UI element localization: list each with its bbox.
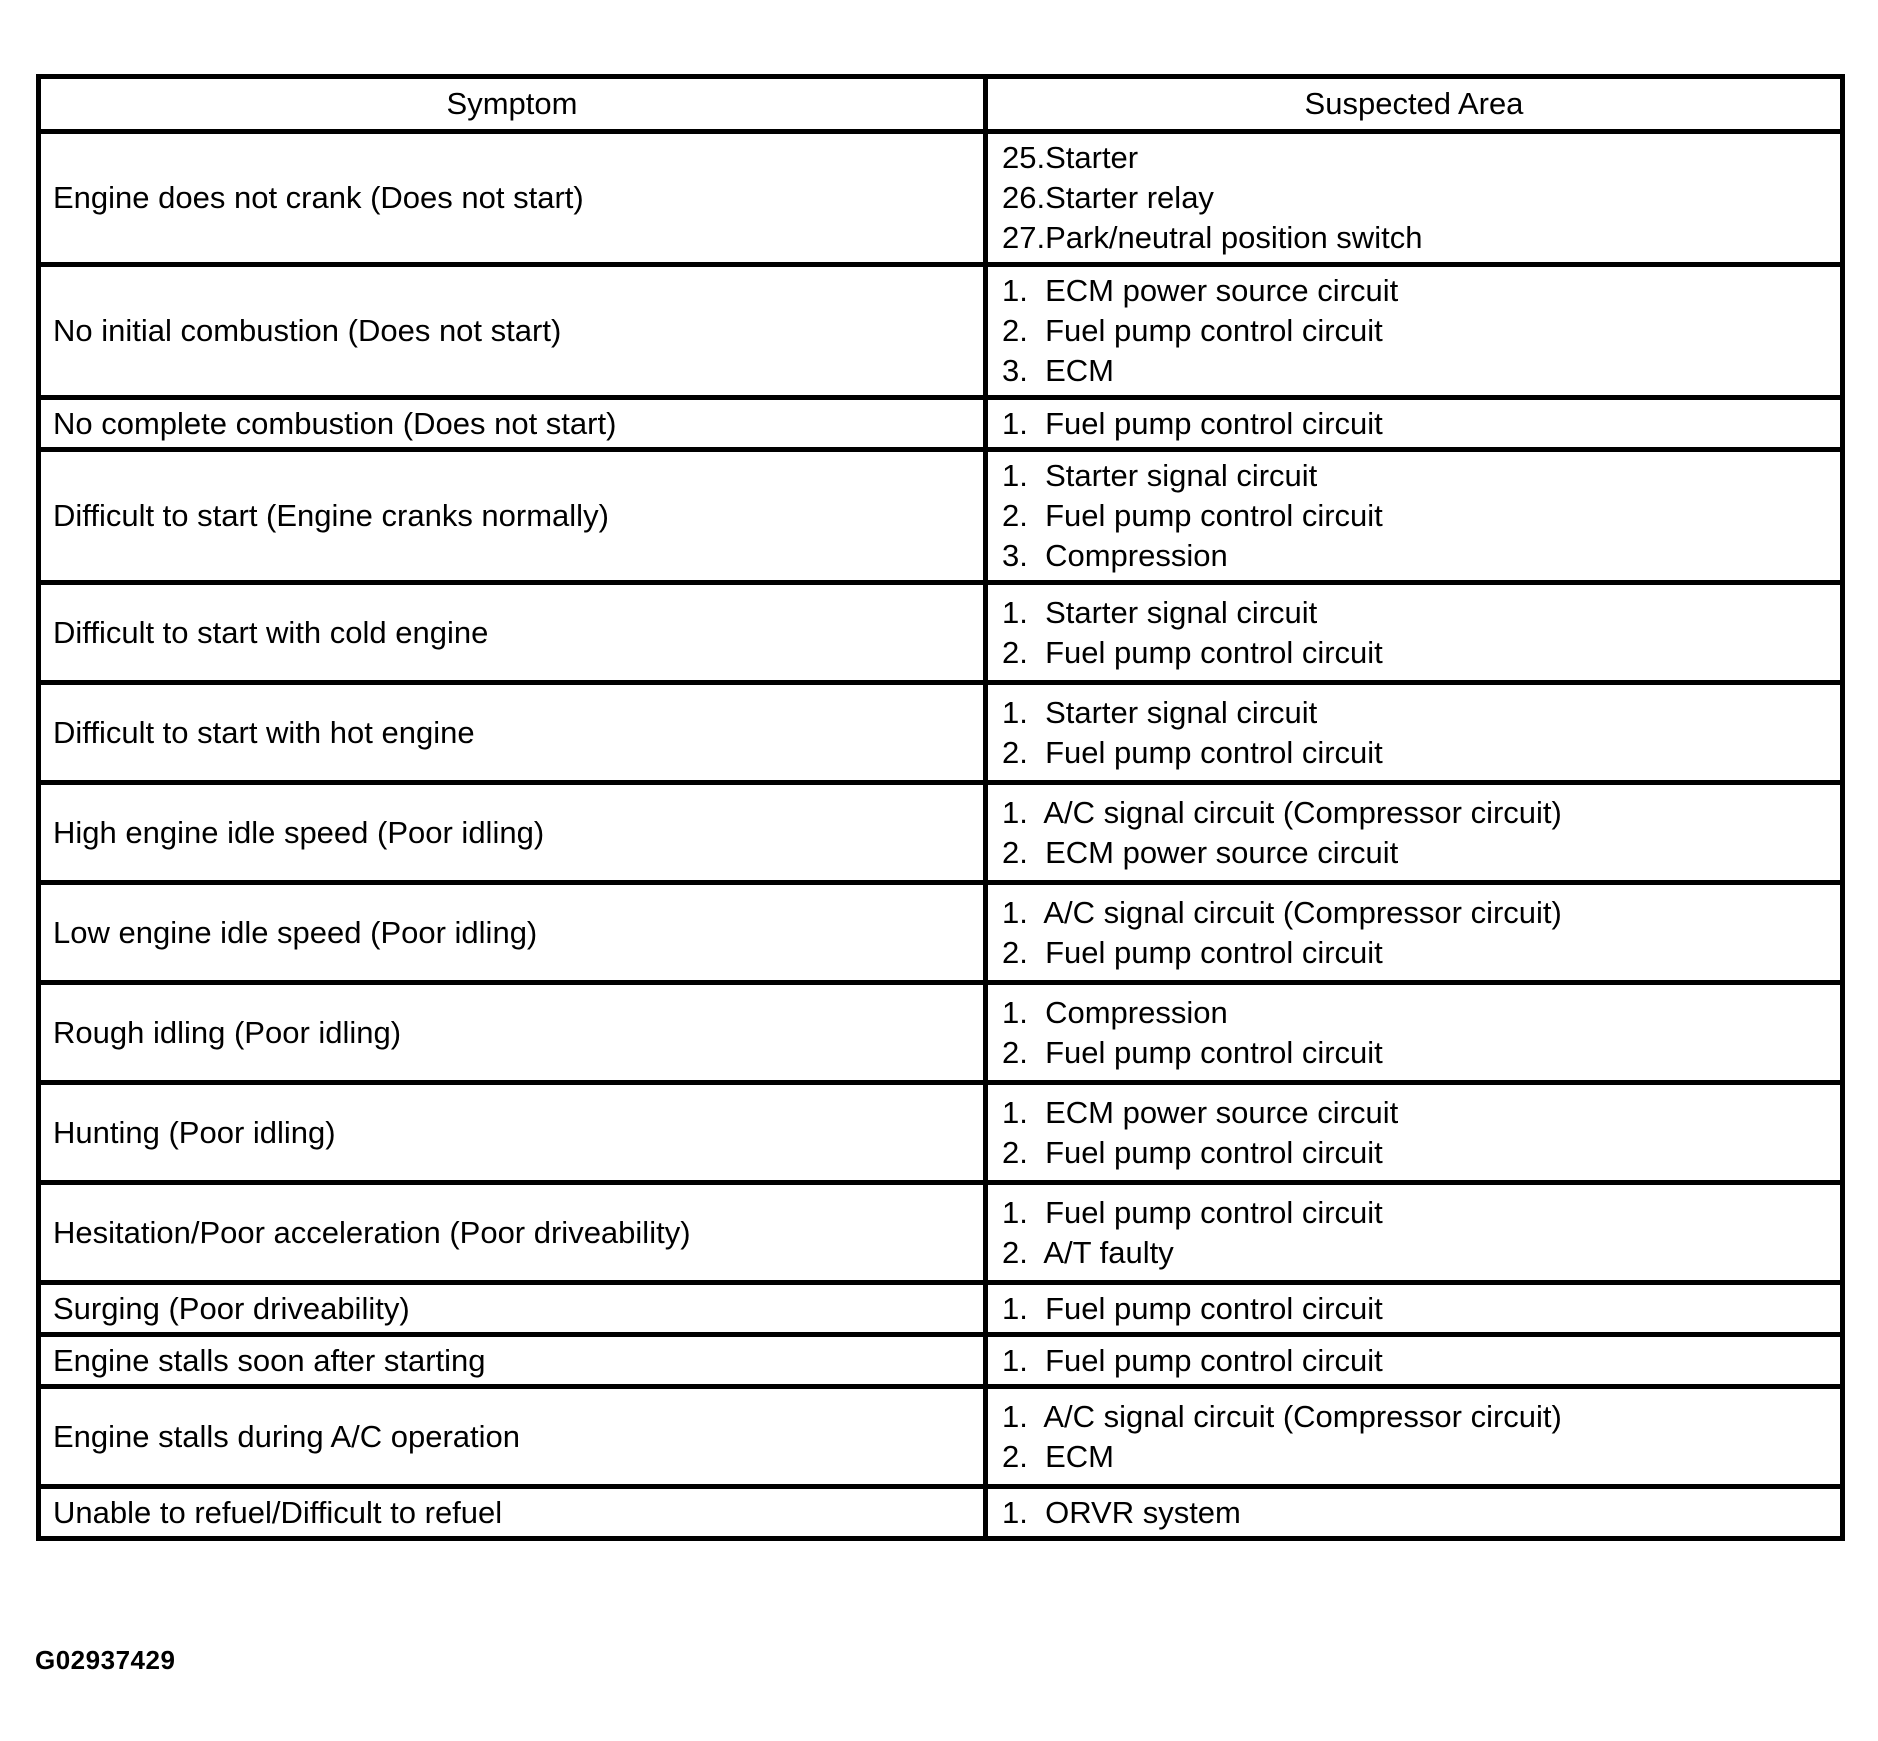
symptom-cell: Hunting (Poor idling) [39, 1083, 986, 1183]
table-row [39, 583, 1843, 683]
symptom-cell: Engine stalls soon after starting [39, 1335, 986, 1387]
symptom-cell: Rough idling (Poor idling) [39, 983, 986, 1083]
suspected-area-cell [986, 883, 1843, 983]
suspected-area-item: 1. ECM power source circuit [1002, 273, 1399, 308]
symptom-cell: Hesitation/Poor acceleration (Poor driveability) [39, 1183, 986, 1283]
table-row [39, 783, 1843, 883]
suspected-area-item: 2. Fuel pump control circuit [1002, 313, 1383, 348]
suspected-area-item: 1. Fuel pump control circuit [1002, 1290, 1383, 1326]
suspected-area-cell [986, 583, 1843, 683]
table-row [39, 132, 1843, 265]
suspected-area-item: 27.Park/neutral position switch [1002, 220, 1423, 255]
suspected-area-item: 2. A/T faulty [1002, 1234, 1174, 1270]
suspected-area-cell [986, 1083, 1843, 1183]
table-row [39, 1387, 1843, 1487]
symptom-cell: Difficult to start with hot engine [39, 683, 986, 783]
symptom-cell: Engine stalls during A/C operation [39, 1387, 986, 1487]
table-row [39, 983, 1843, 1083]
symptom-cell: Difficult to start with cold engine [39, 583, 986, 683]
table-row [39, 1283, 1843, 1335]
suspected-area-item: 2. Fuel pump control circuit [1002, 934, 1383, 970]
suspected-area-cell [986, 265, 1843, 398]
suspected-area-item: 1. ORVR system [1002, 1494, 1241, 1530]
suspected-area-cell [986, 683, 1843, 783]
suspected-area-item: 1. Fuel pump control circuit [1002, 1194, 1383, 1230]
symptom-cell: Unable to refuel/Difficult to refuel [39, 1487, 986, 1539]
suspected-area-item: 2. Fuel pump control circuit [1002, 1034, 1383, 1070]
table-row [39, 1083, 1843, 1183]
symptom-cell: No initial combustion (Does not start) [39, 265, 986, 398]
header-row [39, 77, 1843, 132]
table-row [39, 883, 1843, 983]
table-row [39, 265, 1843, 398]
suspected-area-cell [986, 450, 1843, 583]
suspected-area-item: 1. Fuel pump control circuit [1002, 405, 1383, 441]
suspected-area-item: 3. ECM [1002, 353, 1114, 388]
suspected-area-item: 1. Fuel pump control circuit [1002, 1342, 1383, 1378]
symptom-suspected-area-table [36, 74, 1845, 1541]
symptom-cell: Engine does not crank (Does not start) [39, 132, 986, 265]
suspected-area-item: 1. ECM power source circuit [1002, 1094, 1399, 1130]
suspected-area-item: 1. A/C signal circuit (Compressor circuit) [1002, 894, 1562, 930]
suspected-area-item: 1. Starter signal circuit [1002, 458, 1318, 493]
suspected-area-cell [986, 983, 1843, 1083]
table-row [39, 1183, 1843, 1283]
suspected-area-item: 2. Fuel pump control circuit [1002, 634, 1383, 670]
table-row [39, 398, 1843, 450]
suspected-area-item: 1. Starter signal circuit [1002, 594, 1318, 630]
symptom-cell: Surging (Poor driveability) [39, 1283, 986, 1335]
suspected-area-item: 2. ECM power source circuit [1002, 834, 1399, 870]
column-header-symptom: Symptom [39, 77, 986, 132]
suspected-area-cell [986, 1283, 1843, 1335]
figure-id-label: G02937429 [35, 1645, 176, 1675]
suspected-area-item: 1. Compression [1002, 994, 1228, 1030]
suspected-area-item: 2. ECM [1002, 1438, 1114, 1474]
symptom-cell: No complete combustion (Does not start) [39, 398, 986, 450]
suspected-area-item: 26.Starter relay [1002, 180, 1214, 215]
suspected-area-item: 2. Fuel pump control circuit [1002, 734, 1383, 770]
suspected-area-item: 1. A/C signal circuit (Compressor circuit) [1002, 1398, 1562, 1434]
suspected-area-cell [986, 783, 1843, 883]
suspected-area-item: 3. Compression [1002, 538, 1228, 573]
suspected-area-cell [986, 1335, 1843, 1387]
suspected-area-item: 2. Fuel pump control circuit [1002, 498, 1383, 533]
symptom-cell: Low engine idle speed (Poor idling) [39, 883, 986, 983]
symptom-cell: High engine idle speed (Poor idling) [39, 783, 986, 883]
suspected-area-cell [986, 1487, 1843, 1539]
suspected-area-cell [986, 1183, 1843, 1283]
table-row [39, 1487, 1843, 1539]
table-row [39, 683, 1843, 783]
symptom-cell: Difficult to start (Engine cranks normally) [39, 450, 986, 583]
suspected-area-item: 1. Starter signal circuit [1002, 694, 1318, 730]
table-row [39, 450, 1843, 583]
suspected-area-cell [986, 398, 1843, 450]
suspected-area-item: 2. Fuel pump control circuit [1002, 1134, 1383, 1170]
table-row [39, 1335, 1843, 1387]
column-header-suspected-area: Suspected Area [986, 77, 1843, 132]
suspected-area-item: 1. A/C signal circuit (Compressor circuit) [1002, 794, 1562, 830]
suspected-area-cell [986, 1387, 1843, 1487]
suspected-area-cell [986, 132, 1843, 265]
suspected-area-item: 25.Starter [1002, 140, 1139, 175]
